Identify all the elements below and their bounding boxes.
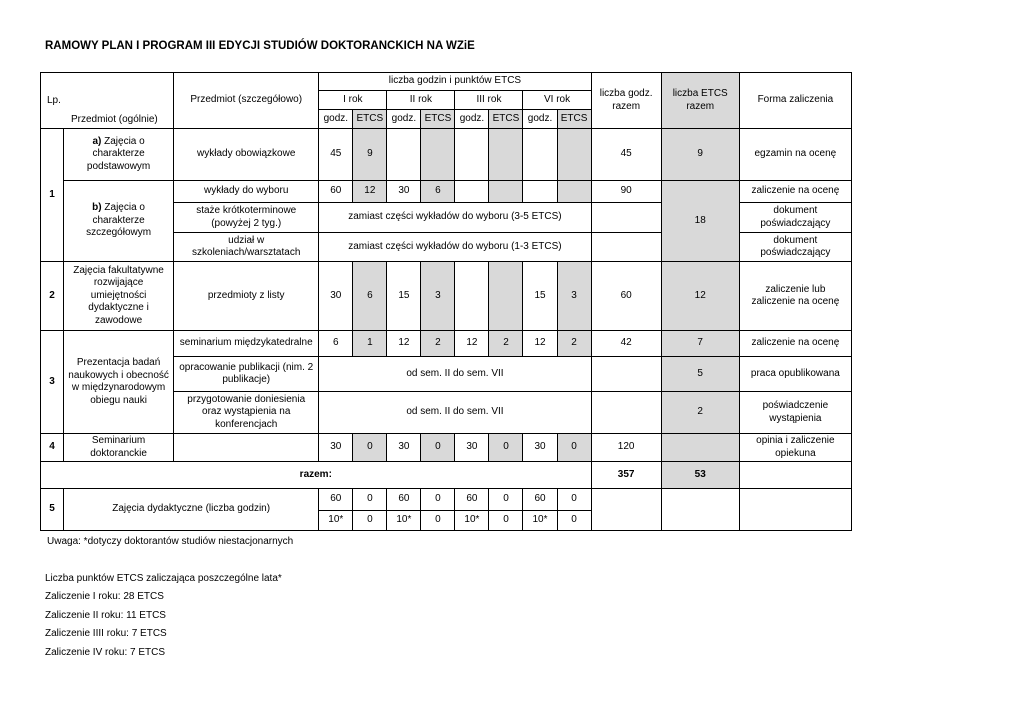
row-2-form: zaliczenie lub zaliczenie na ocenę [739,262,851,331]
row-4-y2-godz: 30 [387,434,421,462]
row-5b-y1-godz: 10* [319,511,353,531]
row-2-detail: przedmioty z listy [174,262,319,331]
row-1b3-span: zamiast części wykładów do wyboru (1-3 ETCS) [319,233,591,262]
row-3s1-form: zaliczenie na ocenę [739,331,851,357]
row-1b3-detail: udział w szkoleniach/warsztatach [174,233,319,262]
row-3s3-total-etcs: 2 [661,392,739,434]
row-1a-y4-godz [523,129,557,181]
sum-etcs: 53 [661,462,739,489]
row-3s2-total-hours [591,357,661,392]
row-1b1-total-hours: 90 [591,181,661,203]
row-5b-y2-godz: 10* [387,511,421,531]
row-2-y3-godz [455,262,489,331]
row-1a-y2-etcs [421,129,455,181]
row-2-y1-godz: 30 [319,262,353,331]
row-2-y4-godz: 15 [523,262,557,331]
row-5a-y2-godz: 60 [387,489,421,511]
header-year-3: III rok [455,91,523,110]
row-1-lp: 1 [41,129,64,262]
row-2-lp: 2 [41,262,64,331]
row-5-form [739,489,851,531]
row-4-general: Seminarium doktoranckie [64,434,174,462]
header-godz: godz. [387,110,421,129]
row-1b2-span: zamiast części wykładów do wyboru (3-5 ETCS) [319,203,591,233]
row-5b-y3-etcs: 0 [489,511,523,531]
row-5-total-hours [591,489,661,531]
row-1a-y1-godz: 45 [319,129,353,181]
row-1b-marker: b) [92,202,102,214]
header-year-2: II rok [387,91,455,110]
sum-form [739,462,851,489]
row-1a-form: egzamin na ocenę [739,129,851,181]
row-5b-y2-etcs: 0 [421,511,455,531]
row-5b-y4-etcs: 0 [557,511,591,531]
row-1a-y4-etcs [557,129,591,181]
row-1b3-total-hours [591,233,661,262]
row-4-y1-etcs: 0 [353,434,387,462]
row-1b1-detail: wykłady do wyboru [174,181,319,203]
row-3s3-form: poświadczenie wystąpienia [739,392,851,434]
header-hours-points: liczba godzin i punktów ETCS [319,73,591,91]
row-5-general: Zajęcia dydaktyczne (liczba godzin) [64,489,319,531]
page-title: RAMOWY PLAN I PROGRAM III EDYCJI STUDIÓW DOKTORANCKICH NA WZiE [45,40,475,52]
header-lp: Lp. [47,95,61,106]
row-3s2-detail: opracowanie publikacji (nim. 2 publikacje) [174,357,319,392]
row-1b3-form: dokument poświadczający [739,233,851,262]
header-lp-cell [41,73,174,129]
header-form: Forma zaliczenia [739,73,851,129]
header-general: Przedmiot (ogólnie) [71,113,158,125]
header-etcs: ETCS [489,110,523,129]
row-4-y4-godz: 30 [523,434,557,462]
row-1b-general [64,181,174,262]
row-1b-label: Zajęcia o charakterze szczegółowym [86,202,152,239]
header-detail: Przedmiot (szczegółowo) [174,73,319,129]
row-3s1-y1-godz: 6 [319,331,353,357]
row-3s1-y2-etcs: 2 [421,331,455,357]
summary-line: Zaliczenie IIII roku: 7 ETCS [45,628,167,640]
row-5a-y1-etcs: 0 [353,489,387,511]
row-1a-y3-etcs [489,129,523,181]
row-2-y3-etcs [489,262,523,331]
row-1a-total-hours: 45 [591,129,661,181]
row-1b2-form: dokument poświadczający [739,203,851,233]
header-etcs: ETCS [557,110,591,129]
sum-hours: 357 [591,462,661,489]
header-godz: godz. [523,110,557,129]
header-total-etcs: liczba ETCS razem [661,73,739,129]
study-plan-table [40,72,852,531]
row-3s1-detail: seminarium międzykatedralne [174,331,319,357]
etcs-summary [45,573,282,665]
row-1b1-y4-godz [523,181,557,203]
row-1b-total-etcs: 18 [661,181,739,262]
row-4-form: opinia i zaliczenie opiekuna [739,434,851,462]
row-3s2-form: praca opublikowana [739,357,851,392]
header-year-1: I rok [319,91,387,110]
row-3s3-span: od sem. II do sem. VII [319,392,591,434]
row-4-lp: 4 [41,434,64,462]
row-1b1-y3-etcs [489,181,523,203]
row-3-lp: 3 [41,331,64,434]
row-4-y3-etcs: 0 [489,434,523,462]
row-1b1-y4-etcs [557,181,591,203]
header-godz: godz. [455,110,489,129]
header-etcs: ETCS [421,110,455,129]
row-5a-y1-godz: 60 [319,489,353,511]
sum-label: razem: [41,462,592,489]
row-1a-total-etcs: 9 [661,129,739,181]
row-3s1-y1-etcs: 1 [353,331,387,357]
row-4-y1-godz: 30 [319,434,353,462]
row-5b-y1-etcs: 0 [353,511,387,531]
row-4-total-hours: 120 [591,434,661,462]
row-5b-y3-godz: 10* [455,511,489,531]
row-1a-y3-godz [455,129,489,181]
row-5a-y4-etcs: 0 [557,489,591,511]
header-year-4: VI rok [523,91,591,110]
header-etcs: ETCS [353,110,387,129]
row-1b1-y2-etcs: 6 [421,181,455,203]
row-4-y4-etcs: 0 [557,434,591,462]
row-3s1-y2-godz: 12 [387,331,421,357]
row-2-y2-etcs: 3 [421,262,455,331]
row-5a-y2-etcs: 0 [421,489,455,511]
summary-line: Zaliczenie IV roku: 7 ETCS [45,646,166,658]
row-1a-marker: a) [92,135,102,147]
row-4-y2-etcs: 0 [421,434,455,462]
summary-heading: Liczba punktów ETCS zaliczająca poszczególne lata* [45,573,282,584]
row-3s1-y3-godz: 12 [455,331,489,357]
row-5-lp: 5 [41,489,64,531]
row-1a-detail: wykłady obowiązkowe [174,129,319,181]
footnote: Uwaga: *dotyczy doktorantów studiów niestacjonarnych [47,536,294,547]
row-1a-y1-etcs: 9 [353,129,387,181]
row-3s2-span: od sem. II do sem. VII [319,357,591,392]
row-3s1-total-etcs: 7 [661,331,739,357]
row-2-total-etcs: 12 [661,262,739,331]
row-3s2-total-etcs: 5 [661,357,739,392]
row-2-general: Zajęcia fakultatywne rozwijające umiejętności dydaktyczne i zawodowe [64,262,174,331]
row-1a-label: Zajęcia o charakterze podstawowym [86,135,151,172]
row-3s3-total-hours [591,392,661,434]
row-1a-general [64,129,174,181]
summary-line: Zaliczenie I roku: 28 ETCS [45,591,164,603]
header-godz: godz. [319,110,353,129]
row-1b2-total-hours [591,203,661,233]
row-1b2-detail: staże krótkoterminowe (powyżej 2 tyg.) [174,203,319,233]
row-1b1-form: zaliczenie na ocenę [739,181,851,203]
row-5a-y3-etcs: 0 [489,489,523,511]
row-2-total-hours: 60 [591,262,661,331]
row-1b1-y1-godz: 60 [319,181,353,203]
row-3s1-total-hours: 42 [591,331,661,357]
row-3s3-detail: przygotowanie doniesienia oraz wystąpienia na konferencjach [174,392,319,434]
row-5b-y4-godz: 10* [523,511,557,531]
summary-line: Zaliczenie II roku: 11 ETCS [45,609,166,621]
row-1b1-y1-etcs: 12 [353,181,387,203]
row-2-y4-etcs: 3 [557,262,591,331]
row-5-total-etcs [661,489,739,531]
row-1b1-y3-godz [455,181,489,203]
row-4-y3-godz: 30 [455,434,489,462]
row-3s1-y3-etcs: 2 [489,331,523,357]
row-5a-y4-godz: 60 [523,489,557,511]
row-2-y1-etcs: 6 [353,262,387,331]
row-4-detail [174,434,319,462]
row-3s1-y4-godz: 12 [523,331,557,357]
row-5a-y3-godz: 60 [455,489,489,511]
row-1a-y2-godz [387,129,421,181]
header-total-hours: liczba godz. razem [591,73,661,129]
row-3-general: Prezentacja badań naukowych i obecność w międzynarodowym obiegu nauki [64,331,174,434]
row-3s1-y4-etcs: 2 [557,331,591,357]
row-2-y2-godz: 15 [387,262,421,331]
row-1b1-y2-godz: 30 [387,181,421,203]
row-4-total-etcs [661,434,739,462]
